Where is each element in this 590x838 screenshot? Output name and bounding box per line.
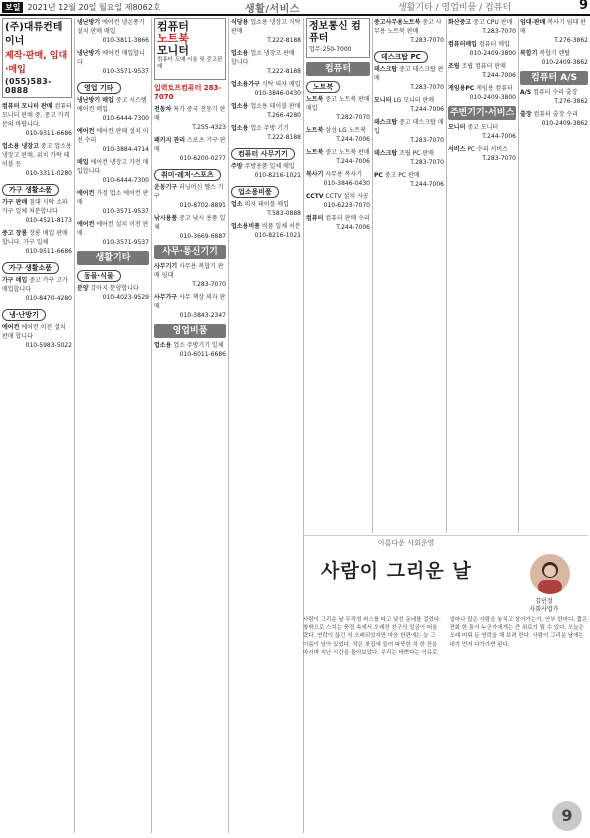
listing-phone: 010-2409-3862 — [541, 59, 588, 66]
ad-line: 컴퓨터 — [157, 20, 189, 33]
listing-phone: 010-3811-3866 — [102, 37, 149, 44]
listing[interactable] — [520, 110, 588, 128]
listing-title: 업소용 — [231, 125, 249, 132]
listing-phone: 010-2409-3800 — [469, 50, 516, 57]
listing-phone: 010-8216-1021 — [254, 172, 301, 179]
issue-date: 2021년 12월 20일 월요일 제8062호 — [27, 2, 161, 12]
listing-phone: 010-9311-6686 — [25, 130, 72, 137]
listing-phone: 010-6223-7070 — [323, 202, 370, 209]
listing-title: 데스크탑 — [374, 119, 398, 126]
listing[interactable] — [448, 18, 516, 36]
listing[interactable] — [2, 229, 72, 256]
listing-phone: 010-3846-0430 — [323, 180, 370, 187]
computer-ad[interactable] — [154, 18, 226, 80]
listing[interactable] — [448, 62, 516, 80]
listing-title: 임대·판매 — [520, 19, 546, 26]
listing-text: 사무 책상 의자 판매 — [154, 294, 226, 310]
listing-phone: 010-9511-6686 — [25, 248, 72, 255]
listing-title: 에어컨 — [77, 190, 95, 197]
listing-text: 삼성 LG 노트북 — [325, 127, 367, 134]
column-divider — [228, 18, 229, 833]
listing-text: 조립 컴퓨터 판매 — [461, 63, 506, 70]
listing-phone: 010-3571-9537 — [102, 239, 149, 246]
listing-phone: T.283-7070 — [410, 137, 444, 144]
listing[interactable] — [77, 49, 149, 76]
listing[interactable] — [154, 341, 226, 359]
listing[interactable] — [306, 214, 370, 232]
category-heading: 사무·통신기기 — [154, 245, 226, 259]
listing-title: 중고사무용노트북 — [374, 19, 421, 26]
listing[interactable] — [77, 96, 149, 123]
listing-title: 업소용 — [154, 342, 172, 349]
ad-side: 컴퓨터 도매 서울 및 중고판매 — [157, 57, 223, 70]
listing[interactable] — [154, 293, 226, 320]
listing-text: 에어컨 냉장고 가전 매입합니다 — [77, 159, 149, 175]
listing-phone: 010-3846-0430 — [254, 90, 301, 97]
listing-title: 업소 — [231, 201, 243, 208]
listing-text: 중고 업소용 냉장고 판매, 위치 가락 테이블 등 — [2, 143, 72, 168]
listing[interactable] — [448, 84, 516, 102]
listing-title: 컴퓨터 — [306, 215, 324, 222]
listing-text: 에어컨 설치 이전 판매 — [77, 221, 149, 237]
author-name: 김인정 — [535, 598, 553, 605]
listing-phone: T.244-7006 — [336, 136, 370, 143]
listing-text: 장롱 매입 판매 합니다. 가구 일체 — [2, 230, 68, 246]
column-1 — [2, 18, 72, 833]
listing[interactable] — [374, 96, 444, 114]
listing-title: 사무가구 — [154, 294, 178, 301]
page-number-badge: 9 — [552, 801, 582, 831]
listing-phone: 010-8216-1021 — [254, 232, 301, 239]
listing-title: 냉난방기 — [77, 19, 101, 26]
listing-text: 에어컨 냉온풍기 설치 판매 매입 — [77, 19, 145, 35]
listing-title: 에어컨 — [77, 128, 95, 135]
listing-text: 의자 테이블 매입 — [244, 201, 289, 208]
listing[interactable] — [520, 49, 588, 67]
listing[interactable] — [231, 18, 301, 45]
listing-phone: T.244-7006 — [410, 106, 444, 113]
info-ad[interactable] — [306, 18, 370, 58]
listing-phone: 010-2409-3862 — [541, 120, 588, 127]
listing-phone: 010-5983-5022 — [25, 342, 72, 349]
listing-text: 러닝머신 헬스 기구 — [154, 184, 224, 200]
listing[interactable] — [374, 65, 444, 92]
listing[interactable] — [448, 145, 516, 163]
listing-text: 업소 주방 기기 — [250, 125, 289, 132]
listing[interactable] — [231, 222, 301, 240]
listing-text: 컴퓨터 판매 수리 — [325, 215, 370, 222]
listing-title: 낚시용품 — [154, 215, 178, 222]
listing[interactable] — [231, 162, 301, 180]
listing-phone: 010-8470-4280 — [25, 295, 72, 302]
listing-title: 노트북 — [306, 96, 324, 103]
listing-title: 에어컨 — [77, 221, 95, 228]
listing-text: LG 모니터 판매 — [393, 97, 435, 104]
ad-phone[interactable]: 입력토프컴퓨터 283-7070 — [154, 84, 222, 101]
listing-title: 냉난방기 매입 — [77, 97, 114, 104]
listing-text: 식탁 의자 매입 — [261, 81, 301, 88]
listing-text: 업소 냉장고 판매 합니다 — [231, 50, 295, 66]
listing-phone: T.222-8188 — [267, 37, 301, 44]
category-heading: 주변기기·서비스 — [449, 108, 515, 118]
listing-title: 사무기기 — [154, 263, 178, 270]
listing-title: 식당용 — [231, 19, 249, 26]
listing-text: 복사기 임대 판매 — [520, 19, 586, 35]
listing-text: 복합기 렌탈 — [539, 50, 571, 57]
listing-title: 조립 — [448, 63, 460, 70]
author-photo — [530, 554, 570, 594]
listing[interactable] — [231, 49, 301, 76]
listing[interactable] — [306, 192, 370, 210]
listing[interactable] — [306, 170, 370, 188]
category-heading: 영업비품 — [154, 324, 226, 338]
listing-phone: 010-4023-9529 — [102, 294, 149, 301]
listing-title: 업소용가구 — [231, 81, 260, 88]
page-number: 9 — [578, 0, 588, 13]
listing-phone: 010-6444-7300 — [102, 177, 149, 184]
category-heading: 컴퓨터 — [306, 62, 370, 76]
listing[interactable] — [306, 148, 370, 166]
listing-text: 중고 데스크탑 매입 — [374, 119, 444, 135]
listing-text: 중고 모니터 — [467, 124, 499, 131]
category-tag: 취미·레저·스포츠 — [154, 169, 221, 181]
listing-phone: T.244-7006 — [336, 224, 370, 231]
essay-section — [303, 535, 588, 837]
column-3 — [154, 18, 226, 833]
listing-title: 컴퓨터매입 — [448, 41, 477, 48]
listing[interactable] — [154, 136, 226, 163]
listing-text: 컴퓨터 수리 출장 — [533, 89, 578, 96]
ad-line: 모니터 — [157, 44, 189, 57]
listing-phone: 010-3571-9537 — [102, 68, 149, 75]
listing-phone: T.244-7006 — [336, 158, 370, 165]
listing-phone: T.222-8188 — [267, 134, 301, 141]
listing-title: 업소용 — [231, 50, 249, 57]
listing-title: PC — [374, 172, 383, 179]
listing-text: 업소용 냉장고 식탁 판매 — [231, 19, 301, 35]
listing-title: 냉난방기 — [77, 50, 103, 57]
listing-text: 비품 일체 처분 — [261, 223, 301, 230]
author-portrait-icon — [530, 554, 570, 594]
listing-phone: T.244-7006 — [482, 133, 516, 140]
listing-title: 업소용비품 — [231, 223, 260, 230]
column-divider — [446, 18, 447, 533]
listing[interactable] — [77, 18, 149, 45]
category-tag: 가구 생활소품 — [2, 262, 59, 274]
listing[interactable] — [2, 102, 72, 138]
listing-phone: 010-3884-4714 — [102, 146, 149, 153]
listing[interactable] — [77, 284, 149, 302]
listing-text: 중고 노트북 판매 매입 — [306, 96, 370, 112]
listing-title: 업소용 냉장고 — [2, 143, 39, 150]
listing-phone: T.283-7070 — [482, 155, 516, 162]
listing-phone: 010-3843-2347 — [179, 312, 226, 319]
category-tag: 동물·식물 — [77, 270, 121, 282]
listing[interactable] — [2, 198, 72, 225]
listing-text: 중고 낚시 용품 일체 — [154, 215, 226, 231]
listing-text: 중고 데스크탑 판매 — [374, 66, 444, 82]
ad-title: 정보통신 컴퓨터 — [309, 21, 361, 44]
column-divider — [151, 18, 152, 833]
listing[interactable] — [2, 142, 72, 178]
listing-phone: T.283-7070 — [410, 159, 444, 166]
listing-phone: T.266-4280 — [267, 112, 301, 119]
listing-phone: 010-8702-8891 — [179, 202, 226, 209]
listing[interactable] — [231, 102, 301, 120]
ad-line: 노트북 — [157, 32, 189, 45]
listing-phone: 010-6444-7300 — [102, 115, 149, 122]
listing-text: 업소 주방기기 일체 — [173, 342, 224, 349]
listing-text: 컴퓨터 매입 — [478, 41, 510, 48]
listing-phone: T.244-7006 — [482, 72, 516, 79]
column-8 — [520, 18, 588, 533]
listing-title: 분양 — [77, 285, 89, 292]
listing-text: 침대 식탁 소파 가구 일체 처분합니다 — [2, 199, 68, 215]
listing-text: 특가 중국 전동기 판매 — [154, 106, 226, 122]
listing-text: 중고 사무용 노트북 판매 — [374, 19, 442, 35]
listing-phone: T.283-7070 — [410, 37, 444, 44]
listing-title: 에어컨 — [2, 324, 20, 331]
listing-phone: 010-6011-6686 — [179, 351, 226, 358]
listing-text: 게임용 컴퓨터 — [476, 85, 513, 92]
listing-phone: T.283-7070 — [410, 84, 444, 91]
listing-phone: 010-3571-9537 — [102, 208, 149, 215]
listing-phone: T.222-8188 — [267, 68, 301, 75]
listing-phone: T.255-4323 — [192, 124, 226, 131]
listing-text: 에어컨 판매 설치 이전 수리 — [77, 128, 149, 144]
listing[interactable] — [520, 18, 588, 45]
category-heading: 컴퓨터 A/S — [520, 71, 588, 85]
listing-title: 출장 — [520, 111, 532, 118]
listing[interactable] — [374, 171, 444, 189]
listing[interactable] — [77, 158, 149, 185]
listing-text: 사무용 복사기 — [325, 171, 362, 178]
listing-text: 에어컨 매입합니다 — [77, 50, 145, 66]
listing-title: 데스크탑 — [374, 66, 398, 73]
listing-text: 조립 PC 판매 — [399, 150, 434, 157]
listing[interactable] — [77, 220, 149, 247]
listing-text: 가정 업소 에어컨 판매 — [77, 190, 149, 206]
listing-title: 가구 판매 — [2, 199, 28, 206]
listing-phone: T.583-0888 — [267, 210, 301, 217]
category-tag: 데스크탑 PC — [374, 51, 428, 63]
listing[interactable] — [448, 40, 516, 58]
listing-title: 화산중고 — [448, 19, 472, 26]
listing[interactable] — [77, 127, 149, 154]
column-7 — [448, 18, 516, 533]
category-tag: 컴퓨터 사무기기 — [231, 148, 295, 160]
container-ad[interactable] — [2, 18, 72, 98]
listing-phone: 010-2409-3800 — [469, 94, 516, 101]
listing-phone: T.276-3862 — [554, 98, 588, 105]
listing-text: 컴퓨터 출장 수리 — [533, 111, 578, 118]
listing-phone: T.283-7070 — [482, 28, 516, 35]
column-5 — [306, 18, 370, 533]
listing-text: 중고 시스템 에어컨 매입 — [77, 97, 147, 113]
ad-company: (주)대류컨테이너 — [5, 22, 63, 47]
listing-phone: 010-6200-0277 — [179, 155, 226, 162]
listing[interactable] — [2, 323, 72, 350]
listing-title: 운동기구 — [154, 184, 178, 191]
listing-phone: 010-3311-0280 — [25, 170, 72, 177]
listing-text: 사무용 복합기 판매 임대 — [154, 263, 224, 279]
listing-title: 복사기 — [306, 171, 324, 178]
column-divider — [74, 18, 75, 833]
listing-text: 중고 가구 고가 매입합니다 — [2, 277, 68, 293]
listing-title: 노트북 — [306, 127, 324, 134]
listing-title: 전동차 — [154, 106, 172, 113]
essay-title: 사람이 그리운 날 — [321, 560, 472, 582]
listing[interactable] — [231, 124, 301, 142]
listing-text: 강아지 분양합니다 — [90, 285, 139, 292]
listing-text: 스포츠 기구 판매 — [154, 137, 226, 153]
column-divider — [518, 18, 519, 533]
ad-service: 제작·판매, 임대·매입 — [5, 51, 68, 75]
category-tag: 가구 생활소품 — [2, 184, 59, 196]
author-credit — [504, 598, 584, 614]
listing-title: 업소용 — [231, 103, 249, 110]
ad-phone[interactable]: 업무:250-7000 — [309, 46, 352, 53]
listing-title: 노트북 — [306, 149, 324, 156]
column-4 — [231, 18, 301, 833]
listing[interactable] — [374, 149, 444, 167]
column-divider — [372, 18, 373, 533]
ad-phone[interactable]: (055)583-0888 — [5, 77, 52, 95]
listing-title: 매입 — [77, 159, 89, 166]
listing[interactable] — [306, 126, 370, 144]
listing[interactable] — [231, 200, 301, 218]
listing-text: 컴퓨터 모니터 판매 중. 중고 가격 문의 바랍니다. — [2, 103, 72, 128]
listing[interactable] — [520, 88, 588, 106]
listing[interactable] — [154, 262, 226, 289]
listing-title: 게임용PC — [448, 85, 475, 92]
listing[interactable] — [154, 105, 226, 132]
listing-phone: T.244-7006 — [410, 181, 444, 188]
listing-text: 에어컨 이전 설치 판매 합니다 — [2, 324, 66, 340]
listing-text: 중고 PC 판매 — [384, 172, 420, 179]
listing-title: A/S — [520, 89, 532, 96]
essay-label: 아름다운 사회운영 — [378, 539, 435, 547]
listing-title: 컴퓨터 모니터 판매 — [2, 103, 53, 110]
listing-title: 복합기 — [520, 50, 538, 57]
listing[interactable] — [154, 214, 226, 241]
listing-phone: T.283-7070 — [192, 281, 226, 288]
listing-phone: T.282-7070 — [336, 114, 370, 121]
listing-title: 데스크탑 — [374, 150, 398, 157]
listing-text: 중고 노트북 판매 — [325, 149, 370, 156]
category-tag: 업소용비품 — [231, 186, 279, 198]
category-tag: 영업 기타 — [77, 82, 121, 94]
listing-phone: T.276-3862 — [554, 37, 588, 44]
category-tag: 냉·난방기 — [2, 309, 46, 321]
listing-text: PC 수리 서비스 — [467, 146, 508, 153]
listing-text: 중고 CPU 판매 — [473, 19, 513, 26]
listing-text: CCTV 설치 시공 — [325, 193, 369, 200]
listing-title: CCTV — [306, 193, 324, 200]
listing[interactable] — [77, 189, 149, 216]
listing-text: 주방용품 일체 매입 — [244, 163, 295, 170]
category-tag: 노트북 — [306, 81, 340, 93]
section-title: 생활/서비스 — [245, 4, 300, 15]
listing-title: 서비스 — [448, 146, 466, 153]
listing-title: 주방 — [231, 163, 243, 170]
listing-title: 패키지 관리 — [154, 137, 186, 144]
listing[interactable] — [306, 95, 370, 122]
listing[interactable] — [374, 118, 444, 145]
listing-title: 모니터 — [448, 124, 466, 131]
listing-title: 가구 매입 — [2, 277, 28, 284]
listing[interactable] — [154, 183, 226, 210]
column-6 — [374, 18, 444, 533]
listing[interactable] — [231, 80, 301, 98]
listing[interactable] — [2, 276, 72, 303]
page-header — [0, 0, 590, 16]
listing-phone: 010-4521-8173 — [25, 217, 72, 224]
listing[interactable] — [374, 18, 444, 45]
section-subtitle: 생활기타 / 영업비품 / 컴퓨터 — [398, 3, 512, 13]
listing-phone: 010-3669-6887 — [179, 233, 226, 240]
listing-title: 모니터 — [374, 97, 392, 104]
essay-body: 사람이 그리운 날 무작정 버스를 타고 낯선 동네를 걸었다. 창밖으로 스치는 풍경 속에서 오래전 친구의 얼굴이 떠올랐다. 연락이 끊긴 지 오래되었지만 마음 한편에는 늘 그 이름이 남아 있었다. 작은 찻집에 들러 따뜻한 차 한 잔을 마시며 지난 시간을 돌아보았다. 우리는 바쁘다는 이유로 얼마나 많은 사람을 놓치고 살아가는가. 안부 한마디, 짧은 전화 한 통이 누군가에게는 큰 위로가 될 수 있다. 오늘은 오래 미뤄 둔 연락을 해 보려 한다. 사람이 그리운 날에는 내가 먼저 다가가면 된다. — [303, 617, 588, 656]
column-2 — [77, 18, 149, 833]
listing[interactable] — [448, 123, 516, 141]
paper-badge: 보일 — [2, 2, 23, 13]
author-role: 사회사업가 — [529, 606, 559, 613]
listing-text: 업소용 테이블 판매 — [250, 103, 301, 110]
category-heading: 생활기타 — [77, 251, 149, 265]
listing-title: 중고 장롱 — [2, 230, 28, 237]
